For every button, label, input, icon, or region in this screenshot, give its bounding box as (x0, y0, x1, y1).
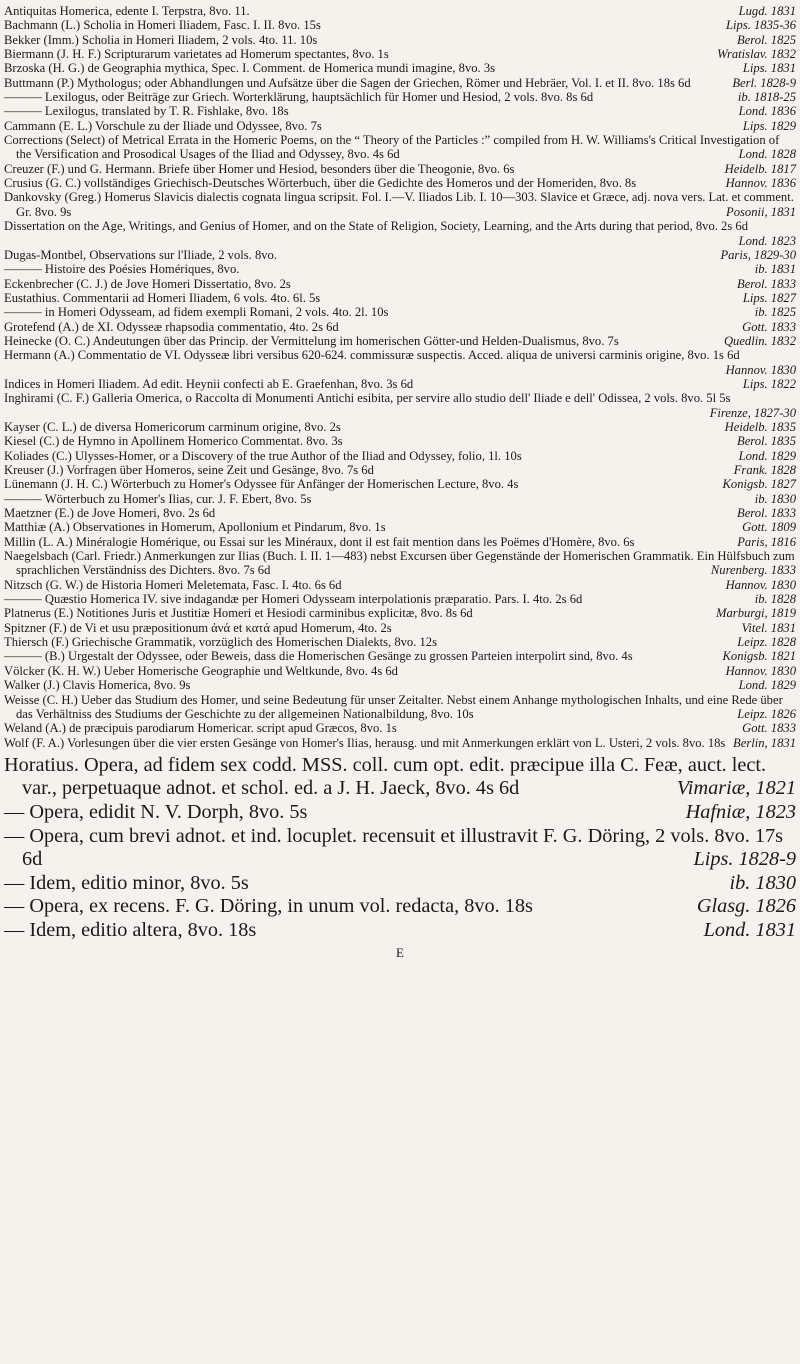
entry-text: Lünemann (J. H. C.) Wörterbuch zu Homer's Odyssee für Anfänger der Homerischen Lecture, 8vo. 4s (4, 477, 519, 492)
entry-text: Bekker (Imm.) Scholia in Homeri Iliadem, 2 vols. 4to. 11. 10s (4, 32, 318, 47)
entry-imprint: Frank. 1828 (733, 463, 796, 477)
entry-text: Kayser (C. L.) de diversa Homericorum carminum origine, 8vo. 2s (4, 419, 341, 434)
entry-text: Dugas-Montbel, Observations sur l'Iliade, 2 vols. 8vo. (4, 247, 277, 262)
entry-imprint: Berol. 1833 (737, 276, 796, 291)
catalogue-entry (4, 391, 796, 420)
catalogue-entry (4, 592, 796, 606)
entry-text: Heinecke (O. C.) Andeutungen über das Princip. der Vermittelung im homerischen Götter-und Helden-Dualismus, 8vo. 7s (4, 333, 619, 348)
homerica-entry-list (4, 4, 796, 750)
entry-text: Grotefend (A.) de XI. Odysseæ rhapsodia commentatio, 4to. 2s 6d (4, 319, 339, 334)
entry-text: Kiesel (C.) de Hymno in Apollinem Homerico Commentat. 8vo. 3s (4, 434, 343, 449)
entry-text: Weisse (C. H.) Ueber das Studium des Homer, und seine Bedeutung für unser Zeitalter. Nebst einem Anhange mythologischen Inhalts, und eine Rede über das Verhältniss des Studiums der Geschichte zu der allgemeinen Nationalbildung, 8vo. 10s (4, 692, 783, 721)
catalogue-entry (4, 919, 796, 943)
entry-imprint: Berol. 1825 (737, 32, 796, 47)
entry-imprint: Hafniæ, 1823 (685, 801, 796, 824)
catalogue-entry (4, 320, 796, 334)
catalogue-entry (4, 277, 796, 291)
catalogue-entry (4, 520, 796, 534)
catalogue-entry (4, 219, 796, 248)
entry-imprint: Vitel. 1831 (741, 620, 796, 635)
entry-text: Dissertation on the Age, Writings, and Genius of Homer, and on the State of Religion, Society, Learning, and the Arts during that period, 8vo. 2s 6d (4, 219, 748, 234)
catalogue-entry (4, 463, 796, 477)
entry-imprint: Leipz. 1828 (737, 635, 796, 650)
entry-text: ——— Quæstio Homerica IV. sive indagandæ per Homeri Odysseam interpolationis præparatio. Pars. I. 4to. 2s 6d (4, 592, 583, 607)
entry-text: Brzoska (H. G.) de Geographia mythica, Spec. I. Comment. de Homerica mundi imagine, 8vo. 3s (4, 61, 496, 76)
entry-text: Maetzner (E.) de Jove Homeri, 8vo. 2s 6d (4, 506, 216, 521)
catalogue-entry (4, 736, 796, 750)
entry-text: ——— in Homeri Odysseam, ad fidem exempli Romani, 2 vols. 4to. 2l. 10s (4, 305, 389, 320)
catalogue-entry (4, 104, 796, 118)
catalogue-entry (4, 90, 796, 104)
entry-text: Thiersch (F.) Griechische Grammatik, vorzüglich des Homerischen Dialekts, 8vo. 12s (4, 635, 438, 650)
entry-imprint: ib. 1828 (754, 592, 796, 607)
entry-imprint: Leipz. 1826 (737, 706, 796, 721)
catalogue-entry (4, 693, 796, 722)
entry-text: — Idem, editio altera, 8vo. 18s (4, 919, 257, 942)
entry-text: Indices in Homeri Iliadem. Ad edit. Heynii confecti ab E. Graefenhan, 8vo. 3s 6d (4, 376, 414, 391)
entry-imprint: Lips. 1828-9 (693, 848, 796, 871)
entry-imprint: Paris, 1816 (737, 534, 796, 549)
entry-text: Eckenbrecher (C. J.) de Jove Homeri Dissertatio, 8vo. 2s (4, 276, 291, 291)
entry-imprint: Berlin, 1831 (733, 735, 796, 750)
entry-text: — Idem, editio minor, 8vo. 5s (4, 871, 249, 894)
catalogue-entry (4, 334, 796, 348)
catalogue-entry (4, 420, 796, 434)
entry-text: Millin (L. A.) Minéralogie Homérique, ou Essai sur les Minéraux, dont il est fait mention dans les Poëmes d'Homère, 8vo. 6s (4, 534, 635, 549)
entry-imprint: Lips. 1827 (742, 290, 796, 305)
entry-text: Kreuser (J.) Vorfragen über Homeros, seine Zeit und Gesänge, 8vo. 7s 6d (4, 463, 374, 477)
entry-imprint: Posonii, 1831 (726, 204, 796, 219)
entry-text: ——— Histoire des Poésies Homériques, 8vo. (4, 262, 240, 277)
entry-imprint: Hannov. 1830 (725, 362, 796, 377)
entry-imprint: ib. 1830 (729, 871, 796, 894)
catalogue-entry (4, 825, 796, 872)
entry-text: — Opera, ex recens. F. G. Döring, in unum vol. redacta, 8vo. 18s (4, 895, 533, 918)
signature-mark: E (396, 944, 404, 960)
catalogue-entry (4, 721, 796, 735)
entry-text: Dankovsky (Greg.) Homerus Slavicis dialectis cognata lingua scripsit. Fol. I.—V. Iliados Lib. I. 10—303. Slavice et Græce, adj. nova vers. Lat. et comment. Gr. 8vo. 9s (4, 190, 794, 219)
entry-imprint: Firenze, 1827-30 (709, 405, 796, 420)
catalogue-entry (4, 377, 796, 391)
entry-text: Horatius. Opera, ad fidem sex codd. MSS. coll. cum opt. edit. præcipue illa C. Feæ, auct. lect. var., perpetuaque adnot. et schol. ed. a J. H. Jaeck, 8vo. 4s 6d (4, 753, 767, 800)
catalogue-entry (4, 492, 796, 506)
entry-text: Walker (J.) Clavis Homerica, 8vo. 9s (4, 678, 191, 693)
entry-imprint: Lips. 1831 (742, 61, 796, 76)
entry-imprint: Gott. 1809 (742, 520, 796, 535)
entry-text: Crusius (G. C.) vollständiges Griechisch-Deutsches Wörterbuch, über die Gedichte des Homeros und der Homeriden, 8vo. 8s (4, 176, 637, 191)
catalogue-entry (4, 649, 796, 663)
entry-imprint: ib. 1830 (754, 491, 796, 506)
catalogue-entry (4, 754, 796, 801)
catalogue-entry (4, 535, 796, 549)
entry-imprint: Konigsb. 1827 (722, 477, 796, 492)
entry-text: ——— (B.) Urgestalt der Odyssee, oder Beweis, dass die Homerischen Gesänge zu grossen Parteien interpolirt sind, 8vo. 4s (4, 649, 633, 664)
entry-imprint: Quedlin. 1832 (723, 333, 796, 348)
entry-text: Creuzer (F.) und G. Hermann. Briefe über Homer und Hesiod, besonders über die Theogonie, 8vo. 6s (4, 161, 515, 176)
catalogue-entry (4, 18, 796, 32)
catalogue-entry (4, 549, 796, 578)
catalogue-entry (4, 47, 796, 61)
catalogue-entry (4, 348, 796, 377)
entry-imprint: Hannov. 1830 (725, 663, 796, 678)
catalogue-entry (4, 895, 796, 919)
catalogue-entry (4, 176, 796, 190)
entry-imprint: Lond. 1829 (738, 448, 796, 463)
catalogue-entry (4, 449, 796, 463)
catalogue-entry (4, 4, 796, 18)
catalogue-entry (4, 678, 796, 692)
entry-imprint: Lips. 1829 (742, 118, 796, 133)
entry-imprint: Vimariæ, 1821 (676, 777, 796, 800)
entry-text: Nitzsch (G. W.) de Historia Homeri Meletemata, Fasc. I. 4to. 6s 6d (4, 577, 342, 592)
entry-text: Eustathius. Commentarii ad Homeri Iliadem, 6 vols. 4to. 6l. 5s (4, 290, 321, 305)
entry-imprint: Hannov. 1830 (725, 577, 796, 592)
catalogue-entry (4, 119, 796, 133)
entry-imprint: Berol. 1835 (737, 434, 796, 449)
catalogue-entry (4, 76, 796, 90)
entry-imprint: ib. 1818-25 (737, 90, 796, 105)
catalogue-entry (4, 262, 796, 276)
entry-imprint: Lips. 1835-36 (726, 18, 796, 33)
entry-text: Cammann (E. L.) Vorschule zu der Iliade und Odyssee, 8vo. 7s (4, 118, 322, 133)
entry-text: Biermann (J. H. F.) Scripturarum varietates ad Homerum spectantes, 8vo. 1s (4, 47, 389, 62)
entry-imprint: Konigsb. 1821 (722, 649, 796, 664)
catalogue-entry (4, 305, 796, 319)
entry-text: Naegelsbach (Carl. Friedr.) Anmerkungen zur Ilias (Buch. I. II. 1—483) nebst Excursen über Gegenstände der Homerischen Grammatik. Ein Hülfsbuch zum sprachlichen Verständniss des Dichters. 8vo. 7s 6d (4, 549, 795, 578)
entry-imprint: Nurenberg. 1833 (710, 563, 796, 578)
entry-imprint: Lond. 1828 (738, 147, 796, 162)
entry-imprint: Berl. 1828-9 (732, 75, 796, 90)
entry-imprint: Glasg. 1826 (696, 895, 796, 918)
entry-imprint: Lond. 1831 (703, 919, 796, 942)
catalogue-entry (4, 578, 796, 592)
entry-text: Koliades (C.) Ulysses-Homer, or a Discovery of the true Author of the Iliad and Odyssey, folio, 1l. 10s (4, 448, 522, 463)
entry-text: ——— Wörterbuch zu Homer's Ilias, cur. J. F. Ebert, 8vo. 5s (4, 491, 312, 506)
catalogue-entry (4, 506, 796, 520)
entry-text: Hermann (A.) Commentatio de VI. Odysseæ libri versibus 620-624. commissuræ suspectis. Acced. aliqua de universi carminis origine, 8vo. 1s 6d (4, 348, 740, 363)
entry-imprint: ib. 1831 (754, 262, 796, 277)
entry-text: Corrections (Select) of Metrical Errata in the Homeric Poems, on the “ Theory of the Particles :” compiled from H. W. Williams's Critical Investigation of the Versification and Prosodical Usages of the Iliad and Odyssey, 8vo. 4s 6d (4, 133, 780, 162)
entry-imprint: Lugd. 1831 (738, 4, 796, 18)
entry-text: Weland (A.) de præcipuis parodiarum Homericar. script apud Græcos, 8vo. 1s (4, 721, 397, 736)
entry-text: Wolf (F. A.) Vorlesungen über die vier ersten Gesänge von Homer's Ilias, herausg. und mit Anmerkungen erklärt von L. Usteri, 2 vols. 8vo. 18s (4, 735, 726, 750)
catalogue-entry (4, 606, 796, 620)
entry-text: Bachmann (L.) Scholia in Homeri Iliadem, Fasc. I. II. 8vo. 15s (4, 18, 321, 33)
entry-text: Matthiæ (A.) Observationes in Homerum, Apollonium et Pindarum, 8vo. 1s (4, 520, 386, 535)
entry-text: — Opera, edidit N. V. Dorph, 8vo. 5s (4, 801, 308, 824)
catalogue-entry (4, 33, 796, 47)
entry-imprint: Hannov. 1836 (725, 176, 796, 191)
catalogue-entry (4, 801, 796, 825)
entry-imprint: Paris, 1829-30 (720, 247, 796, 262)
catalogue-entry (4, 635, 796, 649)
catalogue-entry (4, 248, 796, 262)
entry-text: Inghirami (C. F.) Galleria Omerica, o Raccolta di Monumenti Antichi esibita, per servire allo studio dell' Iliade e dell' Odissea, 2 vols. 8vo. 5l 5s (4, 391, 731, 406)
catalogue-entry (4, 872, 796, 896)
catalogue-entry (4, 291, 796, 305)
entry-imprint: Lips. 1822 (742, 376, 796, 391)
catalogue-entry (4, 477, 796, 491)
entry-text: Buttmann (P.) Mythologus; oder Abhandlungen und Aufsätze über die Sagen der Griechen, Römer und Hebräer, Vol. I. et II. 8vo. 18s 6d (4, 75, 691, 90)
entry-imprint: Gott. 1833 (742, 721, 796, 736)
entry-imprint: Heidelb. 1817 (724, 161, 796, 176)
entry-imprint: Wratislav. 1832 (717, 47, 796, 62)
entry-text: Völcker (K. H. W.) Ueber Homerische Geographie und Weltkunde, 8vo. 4s 6d (4, 663, 398, 678)
catalogue-entry (4, 133, 796, 162)
catalogue-entry (4, 434, 796, 448)
entry-text: Platnerus (E.) Notitiones Juris et Justitiæ Homeri et Hesiodi carminibus explicitæ, 8vo. 8s 6d (4, 606, 473, 621)
horatius-entry-list (4, 754, 796, 943)
entry-imprint: Lond. 1836 (738, 104, 796, 119)
entry-imprint: Marburgi, 1819 (716, 606, 796, 621)
entry-text: ——— Lexilogus, translated by T. R. Fishlake, 8vo. 18s (4, 104, 289, 119)
catalogue-entry (4, 621, 796, 635)
entry-imprint: Heidelb. 1835 (724, 419, 796, 434)
catalogue-entry (4, 190, 796, 219)
entry-text: Spitzner (F.) de Vi et usu præpositionum ἀνά et κατά apud Homerum, 4to. 2s (4, 620, 392, 635)
entry-text: ——— Lexilogus, oder Beiträge zur Griech. Worterklärung, hauptsächlich für Homer und Hesiod, 2 vols. 8vo. 8s 6d (4, 90, 594, 105)
catalogue-entry (4, 162, 796, 176)
entry-imprint: Lond. 1823 (738, 233, 796, 248)
catalogue-entry (4, 664, 796, 678)
entry-text: Antiquitas Homerica, edente I. Terpstra, 8vo. 11. (4, 4, 250, 18)
entry-text: — Opera, cum brevi adnot. et ind. locuplet. recensuit et illustravit F. G. Döring, 2 vols. 8vo. 17s 6d (4, 824, 784, 871)
catalogue-entry (4, 61, 796, 75)
entry-imprint: ib. 1825 (754, 305, 796, 320)
entry-imprint: Gott. 1833 (742, 319, 796, 334)
entry-imprint: Berol. 1833 (737, 506, 796, 521)
entry-imprint: Lond. 1829 (738, 678, 796, 693)
